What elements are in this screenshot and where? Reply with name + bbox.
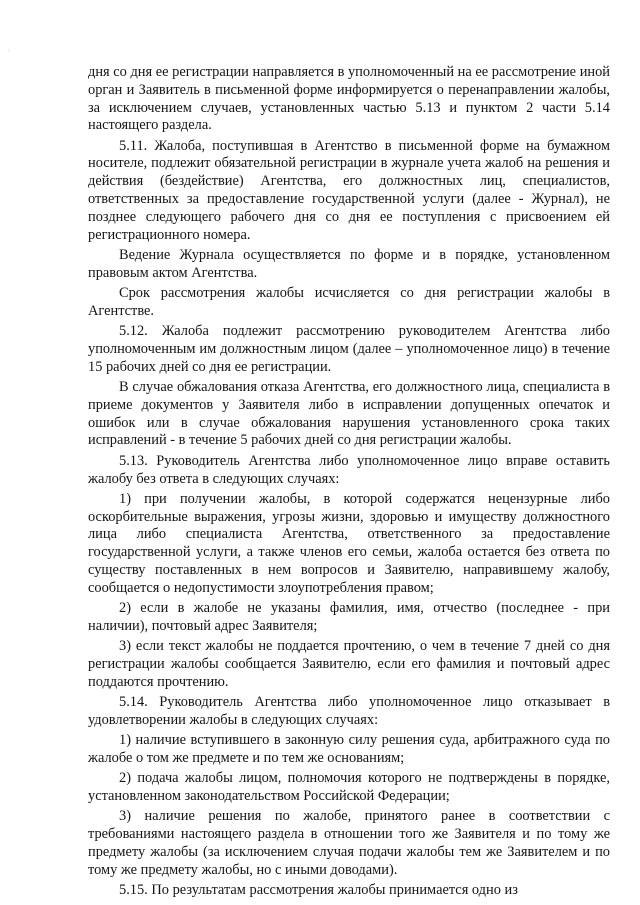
list-item-5-14-2: 2) подача жалобы лицом, полномочия которого не подтверждены в порядке, установленном законодательством Российской Федерации;	[88, 770, 610, 805]
scan-margin-mark: · ·	[8, 47, 12, 56]
paragraph-5-12: 5.12. Жалоба подлежит рассмотрению руководителем Агентства либо уполномоченным им должностным лицом (далее – уполномоченное лицо) в течение 15 рабочих дней со дня ее регистрации.	[88, 323, 610, 375]
document-body	[88, 64, 610, 902]
paragraph-5-11: 5.11. Жалоба, поступившая в Агентство в письменной форме на бумажном носителе, подлежит обязательной регистрации в журнале учета жалоб на решения и действия (бездействие) Агентства, его должностных лиц, специалистов, ответственных за предоставление государственной услуги (далее - Журнал), не позднее следующего рабочего дня со дня ее поступления с присвоением ей регистрационного номера.	[88, 137, 610, 243]
paragraph-continuation-5-10: дня со дня ее регистрации направляется в уполномоченный на ее рассмотрение иной орган и Заявитель в письменной форме информируется о перенаправлении жалобы, за исключением случаев, установленных частью 5.13 и пунктом 2 части 5.14 настоящего раздела.	[88, 64, 610, 134]
paragraph-review-term: Срок рассмотрения жалобы исчисляется со дня регистрации жалобы в Агентстве.	[88, 285, 610, 319]
paragraph-5-14: 5.14. Руководитель Агентства либо уполномоченное лицо отказывает в удовлетворении жалобы в следующих случаях:	[88, 694, 610, 728]
paragraph-journal-maintenance: Ведение Журнала осуществляется по форме и в порядке, установленном правовым актом Агентства.	[88, 246, 610, 281]
paragraph-5-15: 5.15. По результатам рассмотрения жалобы принимается одно из	[119, 882, 518, 899]
paragraph-5-13: 5.13. Руководитель Агентства либо уполномоченное лицо вправе оставить жалобу без ответа в следующих случаях:	[88, 452, 610, 487]
list-item-5-14-1: 1) наличие вступившего в законную силу решения суда, арбитражного суда по жалобе о том же предмете и по тем же основаниям;	[88, 732, 610, 766]
list-item-5-13-3: 3) если текст жалобы не поддается прочтению, о чем в течение 7 дней со дня регистрации жалобы сообщается Заявителю, если его фамилия и почтовый адрес поддаются прочтению.	[88, 638, 610, 690]
paragraph-refusal-appeal: В случае обжалования отказа Агентства, его должностного лица, специалиста в приеме документов у Заявителя либо в исправлении допущенных опечаток и ошибок или в случае обжалования нарушения установленного срока таких исправлений - в течение 5 рабочих дней со дня регистрации жалобы.	[88, 379, 610, 449]
list-item-5-13-1: 1) при получении жалобы, в которой содержатся нецензурные либо оскорбительные выражения, угрозы жизни, здоровью и имуществу должностного лица либо специалиста Агентства, ответственного за предоставление государственной услуги, а также членов его семьи, жалоба остается без ответа по существу поставленных в нем вопросов и Заявителю, направившему жалобу, сообщается о недопустимости злоупотребления правом;	[88, 490, 610, 596]
list-item-5-13-2: 2) если в жалобе не указаны фамилия, имя, отчество (последнее - при наличии), почтовый адрес Заявителя;	[88, 600, 610, 634]
list-item-5-14-3: 3) наличие решения по жалобе, принятого ранее в соответствии с требованиями настоящего раздела в отношении того же Заявителя и по тому же предмету жалобы (за исключением случая подачи жалобы тем же Заявителем и по тому же предмету жалобы, но с иными доводами).	[88, 808, 610, 878]
